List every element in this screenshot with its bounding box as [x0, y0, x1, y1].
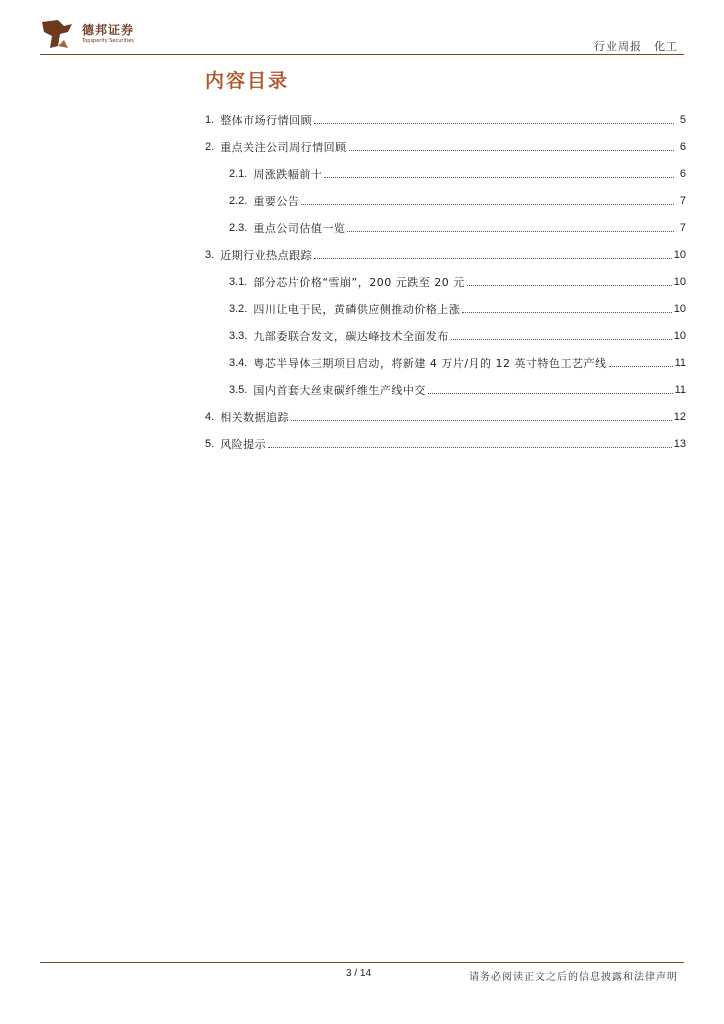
toc-dot-leader [324, 177, 674, 178]
toc-dot-leader [301, 204, 674, 205]
disclaimer-notice: 请务必阅读正文之后的信息披露和法律声明 [469, 972, 678, 983]
toc-entry-page: 11 [674, 383, 686, 396]
logo-name: 德邦证券 [82, 23, 135, 37]
toc-entry-page: 10 [673, 329, 686, 342]
company-logo [38, 16, 148, 52]
toc-entry[interactable] [205, 430, 686, 457]
toc-entry-text: 粤芯半导体三期项目启动，将新建 4 万片/月的 12 英寸特色工艺产线 [253, 356, 607, 370]
toc-entry[interactable] [205, 268, 686, 295]
toc-entry-number: 2.3. [229, 221, 248, 234]
toc-entry-page: 10 [673, 248, 686, 261]
toc-entry-page: 12 [673, 410, 686, 423]
toc-entry-number: 3.2. [229, 302, 248, 315]
toc-entry-text: 周涨跌幅前十 [253, 167, 323, 181]
toc-entry-page: 10 [673, 302, 686, 315]
toc-entry-number: 3. [205, 248, 215, 261]
toc-entry-text: 重点关注公司周行情回顾 [220, 140, 347, 154]
toc-entry[interactable] [205, 349, 686, 376]
toc-entry[interactable] [205, 376, 686, 403]
report-type: 行业周报 化工 [594, 40, 678, 53]
toc-dot-leader [349, 150, 674, 151]
toc-entry-page: 7 [679, 221, 686, 234]
toc-entry-text: 部分芯片价格“雪崩”，200 元跌至 20 元 [253, 275, 465, 289]
toc-dot-leader [347, 231, 674, 232]
toc-entry-number: 2. [205, 140, 215, 153]
toc-entry-number: 3.5. [229, 383, 248, 396]
toc-entry-page: 10 [673, 275, 686, 288]
toc-entry-number: 3.3. [229, 329, 248, 342]
toc-entry-text: 九部委联合发文，碳达峰技术全面发布 [253, 329, 449, 343]
toc-dot-leader [451, 339, 672, 340]
footer-divider [40, 962, 684, 963]
toc-dot-leader [268, 447, 672, 448]
toc-entry-page: 13 [673, 437, 686, 450]
toc-entry-text: 重要公告 [253, 194, 300, 208]
toc-entry-number: 2.1. [229, 167, 248, 180]
toc-entry-number: 1. [205, 113, 215, 126]
toc-entry[interactable] [205, 403, 686, 430]
toc-entry-text: 近期行业热点跟踪 [220, 248, 313, 262]
toc-entry-page: 11 [674, 356, 686, 369]
toc-entry-text: 相关数据追踪 [220, 410, 290, 424]
toc-dot-leader [291, 420, 672, 421]
toc-title: 内容目录 [205, 70, 290, 92]
toc-entry-number: 2.2. [229, 194, 248, 207]
toc-entry-page: 6 [679, 140, 686, 153]
toc-entry-number: 3.1. [229, 275, 248, 288]
toc-dot-leader [609, 366, 673, 367]
toc-entry-page: 5 [679, 113, 686, 126]
toc-dot-leader [314, 258, 672, 259]
toc-entry-number: 4. [205, 410, 215, 423]
toc-entry[interactable] [205, 106, 686, 133]
toc-entry[interactable] [205, 241, 686, 268]
toc-dot-leader [462, 312, 671, 313]
toc-entry-text: 国内首套大丝束碳纤维生产线中交 [253, 383, 426, 397]
logo-subtitle: Topsperity Securities [82, 38, 134, 44]
toc-entry-text: 整体市场行情回顾 [220, 113, 313, 127]
page-indicator: 3 / 14 [346, 968, 372, 979]
toc-entry[interactable] [205, 187, 686, 214]
toc-entry[interactable] [205, 214, 686, 241]
toc-entry[interactable] [205, 160, 686, 187]
toc-entry-text: 四川让电于民，黄磷供应侧推动价格上涨 [253, 302, 461, 316]
toc-entry-text: 风险提示 [220, 437, 267, 451]
toc-entry[interactable] [205, 322, 686, 349]
toc-entry-page: 6 [679, 167, 686, 180]
toc-entry-text: 重点公司估值一览 [253, 221, 346, 235]
logo-mark-icon [38, 16, 80, 52]
toc-dot-leader [467, 285, 672, 286]
toc-dot-leader [428, 393, 673, 394]
toc-entry-number: 3.4. [229, 356, 248, 369]
toc-entry-number: 5. [205, 437, 215, 450]
toc-entry[interactable] [205, 133, 686, 160]
header-divider [40, 54, 684, 55]
toc-entry-page: 7 [679, 194, 686, 207]
toc-entry[interactable] [205, 295, 686, 322]
toc-dot-leader [314, 123, 674, 124]
table-of-contents [205, 106, 686, 457]
